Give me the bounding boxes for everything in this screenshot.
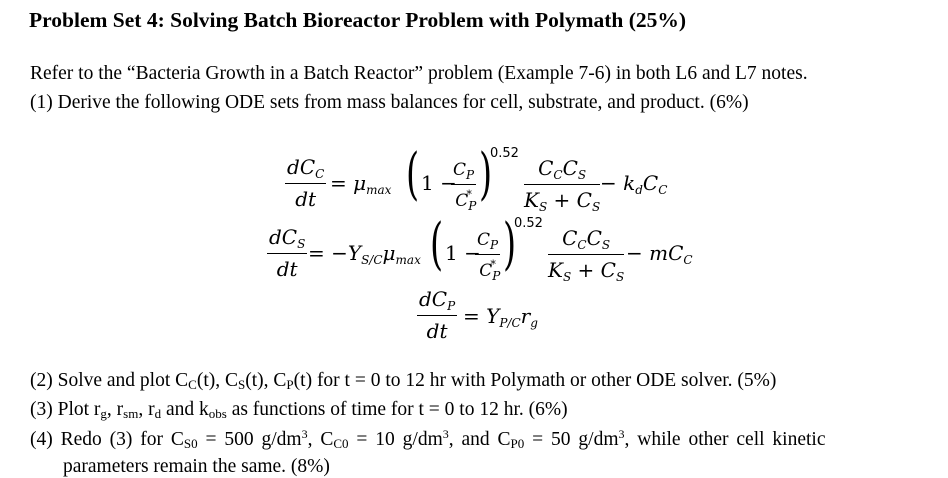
eq2-exponent: 0.52 xyxy=(514,216,543,231)
step-4-text-continued: parameters remain the same. (8%) xyxy=(63,456,330,477)
eq1-left-paren: ( xyxy=(406,142,420,207)
eq1-lhs-fraction: $dC_C$ dt xyxy=(287,155,325,211)
eq3-rhs: = $Y_{P/C}r_g$ xyxy=(463,304,538,330)
eq1-one-minus: 1 − xyxy=(421,171,457,195)
eq2-maintenance-term: − $mC_C$ xyxy=(626,241,693,267)
step-4-text: (4) Redo (3) for $C_{S0} = 500$ $g/dm^3$, $C_{C0} = 10$ $g/dm^3$, and $C_{P0} = 50$ $g/dm^3$, while other cell kinetic xyxy=(30,427,826,451)
eq2-monod-fraction: $C_CC_S$ $K_S + C_S$ xyxy=(548,226,625,284)
eq3-lhs-fraction: $dC_P$ dt xyxy=(419,287,456,343)
eq2-cp-fraction: $\frac{C_P}{C_P^*}$ xyxy=(477,230,501,283)
eq1-exponent: 0.52 xyxy=(490,146,519,161)
eq1-equals-mu: = $\mu_{max}$ xyxy=(330,171,392,197)
eq1-monod-fraction: $C_CC_S$ $K_S + C_S$ xyxy=(524,156,601,214)
step-2-text: (2) Solve and plot $C_C(t)$, $C_S(t)$, $C_P(t)$ for t = 0 to 12 hr with Polymath or other ODE solver. (5%) xyxy=(30,370,777,392)
eq1-right-paren: ) xyxy=(479,142,493,207)
eq2-coefficient: = $-Y_{S/C}\mu_{max}$ xyxy=(308,241,421,267)
eq2-one-minus: 1 − xyxy=(445,241,481,265)
eq2-left-paren: ( xyxy=(430,212,444,277)
eq2-right-paren: ) xyxy=(503,212,517,277)
intro-paragraph: Refer to the “Bacteria Growth in a Batch Reactor” problem (Example 7-6) in both L6 and L7 notes. xyxy=(30,63,808,84)
problem-title: Problem Set 4: Solving Batch Bioreactor Problem with Polymath (25%) xyxy=(29,8,687,32)
step-1-text: (1) Derive the following ODE sets from mass balances for cell, substrate, and product. (6%) xyxy=(30,92,749,113)
eq1-death-term: − $k_dC_C$ xyxy=(600,171,668,197)
eq2-lhs-fraction: $dC_S$ dt xyxy=(269,225,306,281)
step-3-text: (3) Plot $r_g$, $r_{sm}$, $r_d$ and $k_{obs}$ as functions of time for t = 0 to 12 hr. (6%) xyxy=(30,399,568,421)
eq1-cp-fraction: $\frac{C_P}{C_P^*}$ xyxy=(453,160,477,213)
